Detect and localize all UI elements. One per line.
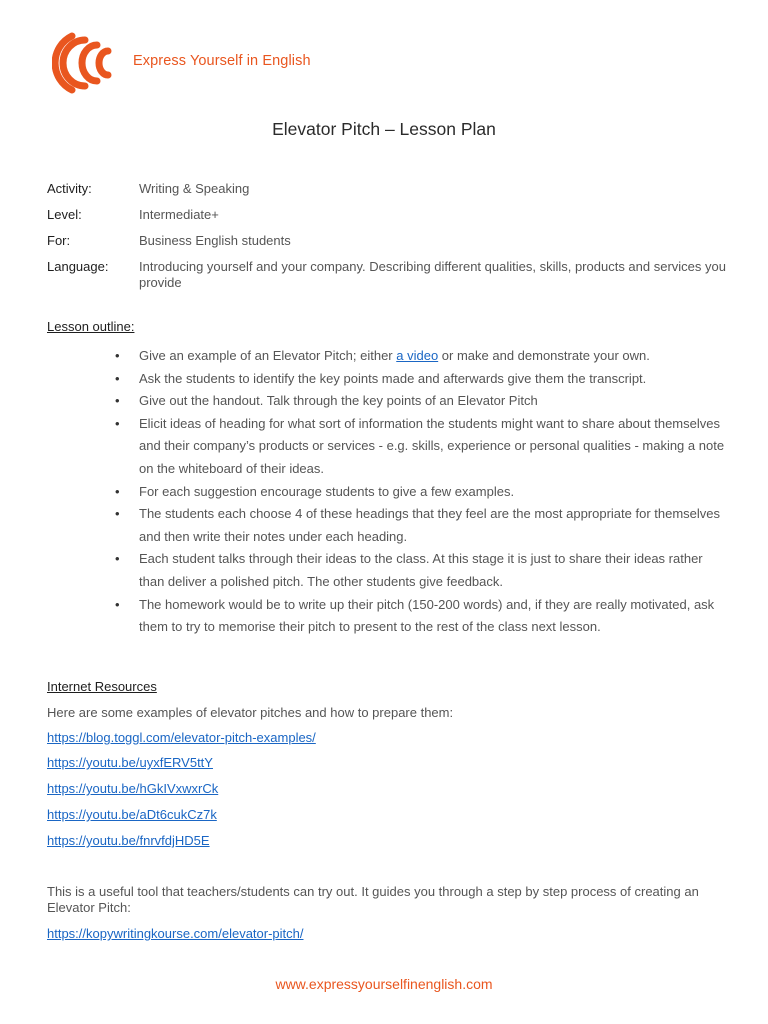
list-item: • The homework would be to write up their pitch (150-200 words) and, if they are really motivated, ask them to try to memorise their pitch to present to the rest of the class next lesson.: [112, 594, 727, 639]
meta-label: Activity:: [47, 181, 92, 196]
meta-label: Level:: [47, 207, 82, 222]
meta-value: Introducing yourself and your company. Describing different qualities, skills, products and services you provide: [139, 259, 726, 290]
resource-link[interactable]: https://youtu.be/aDt6cukCz7k: [47, 807, 217, 822]
lesson-outline-heading: Lesson outline:: [47, 319, 135, 334]
page-title: Elevator Pitch – Lesson Plan: [272, 119, 496, 139]
list-item: • Give out the handout. Talk through the key points of an Elevator Pitch: [112, 390, 727, 413]
list-item: • The students each choose 4 of these headings that they feel are the most appropriate for themselves and then write their notes under each heading.: [112, 503, 727, 548]
resource-link[interactable]: https://youtu.be/uyxfERV5ttY: [47, 755, 213, 770]
meta-value: Intermediate+: [139, 207, 219, 222]
list-item: [112, 345, 727, 368]
list-item: • Elicit ideas of heading for what sort of information the students might want to share about themselves and their company’s products or services - e.g. skills, experience or personal qualities - making a note on the whiteboard of their ideas.: [112, 413, 727, 481]
list-item-text: Give an example of an Elevator Pitch; either: [139, 348, 397, 363]
list-item: • Each student talks through their ideas to the class. At this stage it is just to share their ideas rather than deliver a polished pitch. The other students give feedback.: [112, 548, 727, 593]
brand-name: Express Yourself in English: [133, 53, 311, 69]
resource-link[interactable]: https://youtu.be/fnrvfdjHD5E: [47, 833, 210, 848]
lesson-meta: [47, 181, 737, 291]
internet-resources-heading: Internet Resources: [47, 679, 157, 694]
meta-value: Writing & Speaking: [139, 181, 250, 196]
meta-row-for: [47, 233, 737, 249]
brand-logo-icon: [52, 30, 122, 96]
footer-website: www.expressyourselfinenglish.com: [275, 976, 493, 992]
meta-label: Language:: [47, 259, 109, 274]
list-item: • Ask the students to identify the key points made and afterwards give them the transcript.: [112, 368, 727, 391]
resources-intro: Here are some examples of elevator pitches and how to prepare them:: [47, 705, 454, 720]
meta-value: Business English students: [139, 233, 291, 248]
resource-link[interactable]: https://blog.toggl.com/elevator-pitch-examples/: [47, 730, 316, 745]
resource-link[interactable]: https://youtu.be/hGkIVxwxrCk: [47, 781, 219, 796]
tool-link[interactable]: https://kopywritingkourse.com/elevator-pitch/: [47, 926, 304, 941]
list-item: • For each suggestion encourage students to give a few examples.: [112, 481, 727, 504]
meta-row-activity: [47, 181, 737, 197]
tool-description: This is a useful tool that teachers/students can try out. It guides you through a step by step process of creating an Elevator Pitch:: [47, 884, 699, 915]
lesson-outline-list: [112, 345, 727, 639]
meta-label: For:: [47, 233, 71, 248]
video-link[interactable]: a video: [396, 348, 439, 363]
list-item-text: or make and demonstrate your own.: [438, 348, 650, 363]
meta-row-level: [47, 207, 737, 223]
meta-row-language: [47, 259, 737, 291]
